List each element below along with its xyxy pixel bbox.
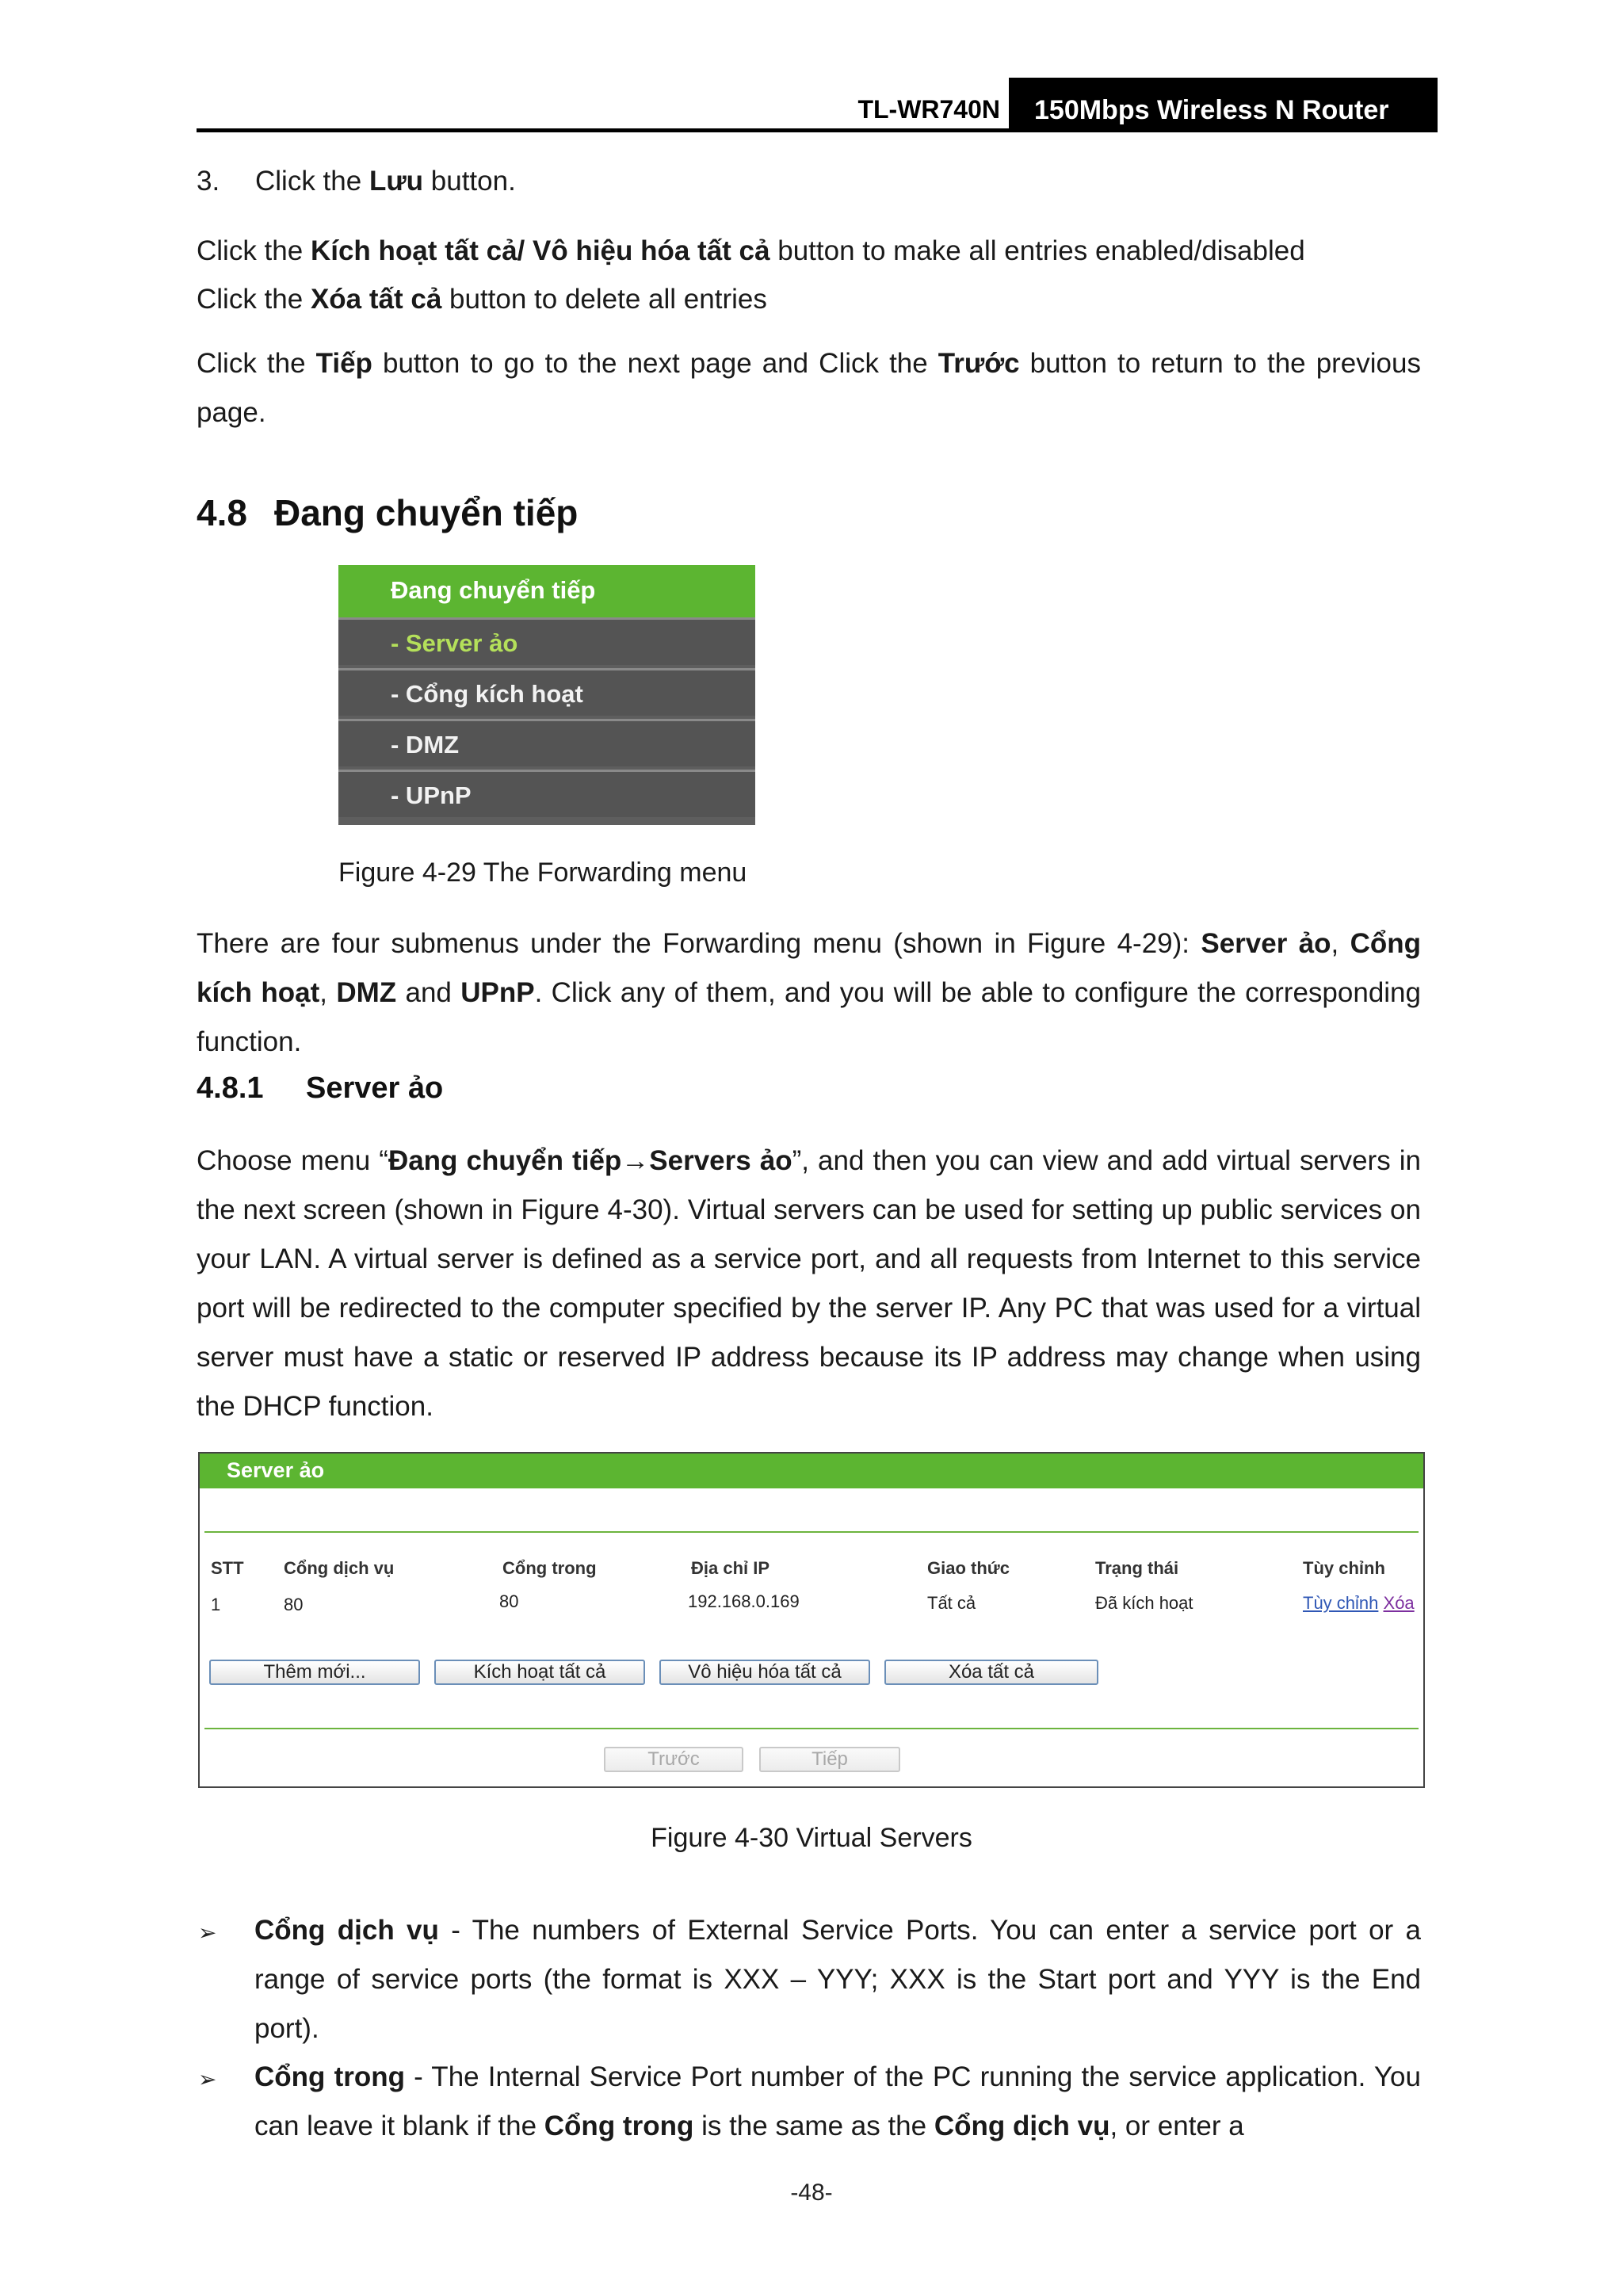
col-service-port: Cổng dịch vụ [284, 1558, 395, 1578]
bullet-marker: ➢ [198, 1920, 217, 1945]
add-new-button[interactable]: Thêm mới... [209, 1660, 420, 1685]
row-stt: 1 [211, 1595, 221, 1614]
row-service-port: 80 [284, 1595, 304, 1614]
delete-all-note: Click the Xóa tất cả button to delete all entries [197, 284, 767, 315]
col-internal-port: Cổng trong [502, 1558, 597, 1578]
header-rule [197, 128, 1438, 132]
enable-disable-note: Click the Kích hoạt tất cả/ Vô hiệu hóa tất cả button to make all entries enabled/disabled [197, 235, 1305, 266]
forwarding-menu-head[interactable]: Đang chuyển tiếp [338, 565, 755, 617]
col-modify: Tùy chỉnh [1303, 1558, 1385, 1578]
row-actions [1303, 1593, 1415, 1614]
row-internal-port: 80 [499, 1591, 519, 1611]
row-status: Đã kích hoạt [1095, 1593, 1193, 1613]
header-product-box [1009, 78, 1438, 132]
header-model: TL-WR740N [857, 95, 1000, 124]
forwarding-menu [338, 565, 755, 825]
delete-all-button[interactable]: Xóa tất cả [884, 1660, 1098, 1685]
bullet-internal-port: Cổng trong - The Internal Service Port number of the PC running the service application. You can leave it blank if the Cổng trong is the same as the Cổng dịch vụ, or enter a [254, 2061, 1421, 2141]
page-number: -48- [790, 2179, 833, 2206]
menu-item-virtual-server[interactable]: - Server ảo [338, 617, 755, 665]
col-protocol: Giao thức [927, 1558, 1010, 1578]
navigation-note: Click the Tiếp button to go to the next page and Click the Trước button to return to the previous page. [197, 348, 1421, 428]
submenus-paragraph: There are four submenus under the Forwarding menu (shown in Figure 4-29): Server ảo, Cổng kích hoạt, DMZ and UPnP. Click any of them, and you will be able to configure the corresponding function. [197, 928, 1421, 1057]
edit-link[interactable]: Tùy chỉnh [1303, 1593, 1379, 1613]
step-3-number: 3. [197, 166, 220, 197]
choose-menu-paragraph: Choose menu “Đang chuyển tiếp→Servers ảo”, and then you can view and add virtual servers in the next screen (shown in Figure 4-30). Virtual servers can be used for setting up public services on your LAN. A virtual server is defined as a service port, and all requests from Internet to this service port will be redirected to the computer specified by the server IP. Any PC that was used for a virtual server must have a static or reserved IP address because its IP address may change when using the DHCP function. [197, 1145, 1421, 1422]
figure-4-30-caption: Figure 4-30 Virtual Servers [651, 1823, 972, 1853]
row-ip-address: 192.168.0.169 [688, 1591, 800, 1611]
col-status: Trạng thái [1095, 1558, 1179, 1578]
menu-item-dmz[interactable]: - DMZ [338, 719, 755, 766]
bullet-marker: ➢ [198, 2067, 217, 2092]
row-protocol: Tất cả [927, 1593, 976, 1613]
divider [204, 1728, 1419, 1729]
virtual-servers-titlebar: Server ảo [200, 1454, 1423, 1488]
menu-item-upnp[interactable]: - UPnP [338, 770, 755, 817]
previous-button[interactable]: Trước [604, 1747, 743, 1772]
delete-link[interactable]: Xóa [1383, 1593, 1415, 1613]
virtual-servers-panel [198, 1452, 1425, 1788]
header-product: 150Mbps Wireless N Router [1034, 95, 1389, 125]
figure-4-29-caption: Figure 4-29 The Forwarding menu [338, 858, 747, 888]
next-button[interactable]: Tiếp [759, 1747, 900, 1772]
col-ip-address: Địa chỉ IP [691, 1558, 770, 1578]
step-3: 3. Click the Lưu button. [197, 157, 516, 206]
subsection-heading: 4.8.1 Server ảo [197, 1072, 444, 1105]
col-stt: STT [211, 1558, 244, 1578]
bullet-service-port: Cổng dịch vụ - The numbers of External Service Ports. You can enter a service port or a range of service ports (the format is XXX – YYY; XXX is the Start port and YYY is the End port). [254, 1915, 1422, 2044]
menu-item-port-triggering[interactable]: - Cổng kích hoạt [338, 668, 755, 716]
section-heading: 4.8 Đang chuyển tiếp [197, 492, 579, 533]
divider [204, 1531, 1419, 1533]
enable-all-button[interactable]: Kích hoạt tất cả [434, 1660, 645, 1685]
disable-all-button[interactable]: Vô hiệu hóa tất cả [659, 1660, 870, 1685]
